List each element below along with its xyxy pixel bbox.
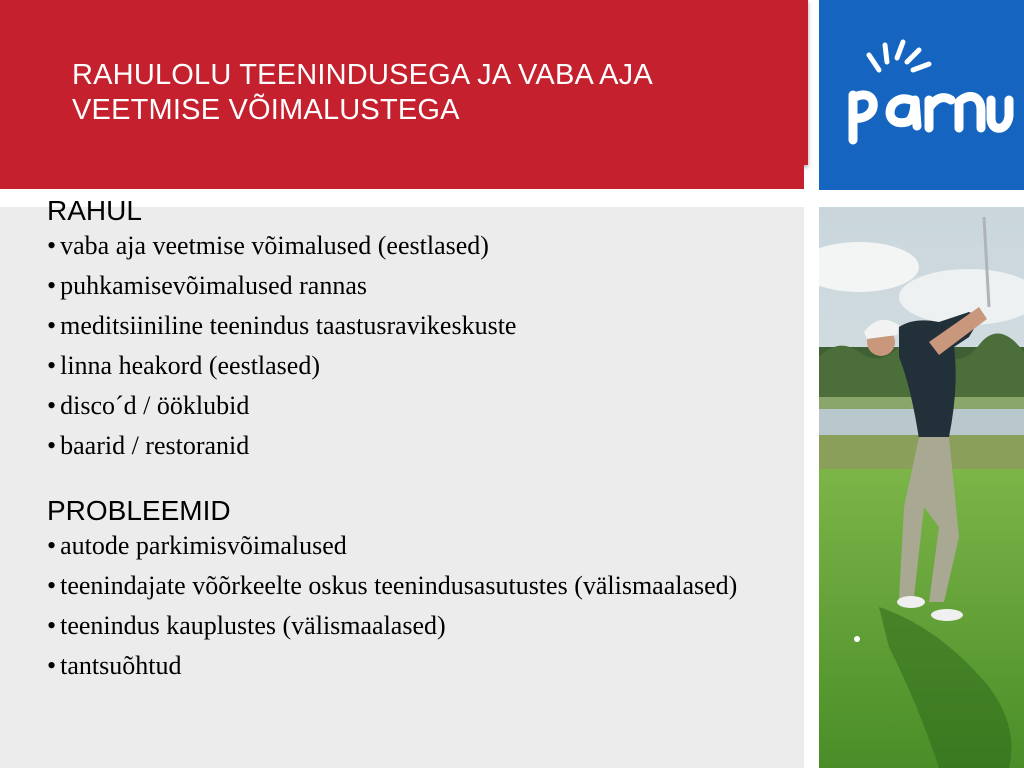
content-panel xyxy=(0,195,804,768)
probleemid-list xyxy=(47,531,792,681)
content-text xyxy=(47,195,792,691)
list-item: • vaba aja veetmise võimalused (eestlased) xyxy=(47,231,489,260)
parnu-logo-graphic xyxy=(819,0,1024,190)
title-line-2: VEETMISE VÕIMALUSTEGA xyxy=(72,94,460,126)
section-heading-rahul: RAHUL xyxy=(47,195,142,226)
list-item: • meditsiiniline teenindus taastusravikeskuste xyxy=(47,311,517,340)
list-item: • teenindajate võõrkeelte oskus teenindusasutustes (välismaalased) xyxy=(47,571,738,600)
logo-text: pärnu xyxy=(921,182,924,183)
red-strip xyxy=(0,165,804,189)
list-item: • linna heakord (eestlased) xyxy=(47,351,320,380)
section-heading-probleemid: PROBLEEMID xyxy=(47,495,231,526)
title-line-1: RAHULOLU TEENINDUSEGA JA VABA AJA xyxy=(72,59,653,91)
list-item: • teenindus kauplustes (välismaalased) xyxy=(47,611,446,640)
list-item: • disco´d / ööklubid xyxy=(47,391,250,420)
list-item: • baarid / restoranid xyxy=(47,431,250,460)
rahul-list xyxy=(47,231,792,461)
parnu-logo xyxy=(819,0,1024,190)
golfer-image xyxy=(819,207,1024,768)
page-title xyxy=(72,58,792,128)
golfer-photo xyxy=(819,207,1024,768)
list-item: • puhkamisevõimalused rannas xyxy=(47,271,367,300)
list-item: • autode parkimisvõimalused xyxy=(47,531,347,560)
list-item: • tantsuõhtud xyxy=(47,651,182,680)
title-bar xyxy=(0,0,808,165)
